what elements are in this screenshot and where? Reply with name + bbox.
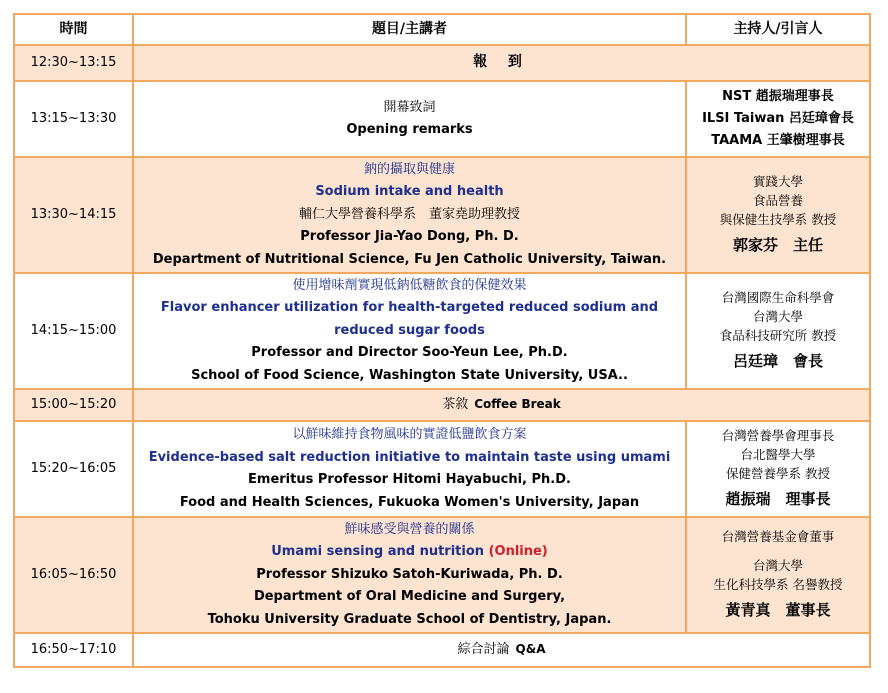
topic-title-en: Umami sensing and nutrition [271,544,485,560]
break-label-en: Coffee Break [474,397,561,412]
topic-title-en: Sodium intake and health [315,184,504,200]
moderator-name: 黃青真 董事長 [725,600,831,619]
moderator-cell [686,421,870,517]
host-line: TAAMA 王肇樹理事長 [711,133,845,148]
topic-title-en: Evidence-based salt reduction initiative to maintain taste using umami [148,449,671,465]
speaker-en: Professor Shizuko Satoh-Kuriwada, Ph. D. [256,566,563,582]
host-line: NST 趙振瑞理事長 [722,89,834,104]
topic-cell [133,81,686,157]
time-cell: 15:20~16:05 [14,421,133,517]
row-talk-4 [14,517,870,633]
topic-cell [133,421,686,517]
row-discussion [14,633,870,667]
discussion-label-zh: 綜合討論 [457,642,510,658]
speaker-affiliation: Tohoku University Graduate School of Dentistry, Japan. [207,611,612,627]
moderator-cell [686,273,870,389]
time-cell: 15:00~15:20 [14,389,133,421]
schedule-table [13,13,871,668]
time-cell: 13:15~13:30 [14,81,133,157]
row-talk-1 [14,157,870,273]
time-cell: 13:30~14:15 [14,157,133,273]
time-cell: 16:50~17:10 [14,633,133,667]
speaker-zh: 輔仁大學營養科學系 董家堯助理教授 [298,206,520,222]
topic-title-en: Opening remarks [346,122,473,137]
moderator-line: 台灣營養基金會董事 [721,528,835,544]
header-time: 時間 [14,14,133,45]
moderator-line: 生化科技學系 名譽教授 [713,576,843,592]
moderator-line: 食品科技研究所 教授 [719,327,837,343]
speaker-affiliation: Department of Oral Medicine and Surgery, [253,589,566,605]
moderator-line: 台灣營養學會理事長 [721,427,835,443]
moderator-line: 台灣大學 [752,557,803,573]
host-cell [686,81,870,157]
moderator-name: 郭家芬 主任 [732,235,823,254]
moderator-line: 台北醫學大學 [740,446,816,462]
moderator-name: 趙振瑞 理事長 [725,489,831,508]
topic-cell [133,273,686,389]
speaker-affiliation: Food and Health Sciences, Fukuoka Women's University, Japan [179,494,640,510]
speaker-en: Professor Jia-Yao Dong, Ph. D. [300,229,519,245]
time-cell: 12:30~13:15 [14,45,133,81]
discussion-label-en: Q&A [515,642,546,657]
registration-cell [133,45,870,81]
moderator-line: 保健營養學系 教授 [726,465,830,481]
moderator-line: 食品營養 [752,192,803,208]
moderator-cell [686,157,870,273]
topic-title-en: Flavor enhancer utilization for health-targeted reduced sodium and [160,300,659,316]
moderator-name: 呂廷璋 會長 [732,351,823,370]
speaker-affiliation: Department of Nutritional Science, Fu Jen Catholic University, Taiwan. [152,251,667,267]
topic-title-en: reduced sugar foods [334,322,485,338]
row-registration [14,45,870,81]
speaker-en: Emeritus Professor Hitomi Hayabuchi, Ph.D. [248,472,571,487]
break-label-zh: 茶敘 [442,397,469,413]
time-cell: 16:05~16:50 [14,517,133,633]
moderator-line: 與保健生技學系 教授 [719,211,837,227]
speaker-affiliation: School of Food Science, Washington State University, USA.. [191,367,628,383]
speaker-en: Professor and Director Soo-Yeun Lee, Ph.D. [251,345,568,361]
registration-label: 報 到 [473,54,530,71]
header-topic: 題目/主講者 [133,14,686,45]
header-host: 主持人/引言人 [686,14,870,45]
row-talk-3 [14,421,870,517]
topic-title-zh: 鈉的攝取與健康 [363,161,455,177]
topic-title-zh: 鮮味感受與營養的關係 [344,521,475,537]
discussion-cell [133,633,870,667]
topic-cell [133,517,686,633]
row-talk-2 [14,273,870,389]
topic-title-en-line [134,541,685,564]
moderator-cell [686,517,870,633]
row-coffee-break [14,389,870,421]
time-cell: 14:15~15:00 [14,273,133,389]
header-row [14,14,870,45]
break-cell [133,389,870,421]
topic-title-zh: 使用增味劑實現低鈉低糖飲食的保健效果 [292,277,527,293]
moderator-line: 台灣大學 [752,308,803,324]
moderator-line: 台灣國際生命科學會 [721,289,835,305]
topic-title-zh: 開幕致詞 [383,99,436,115]
topic-cell [133,157,686,273]
row-opening [14,81,870,157]
online-tag: (Online) [488,544,548,560]
moderator-line: 實踐大學 [752,173,803,189]
topic-title-zh: 以鮮味維持食物風味的實證低鹽飲食方案 [292,427,527,442]
host-line: ILSI Taiwan 呂廷璋會長 [702,111,854,126]
